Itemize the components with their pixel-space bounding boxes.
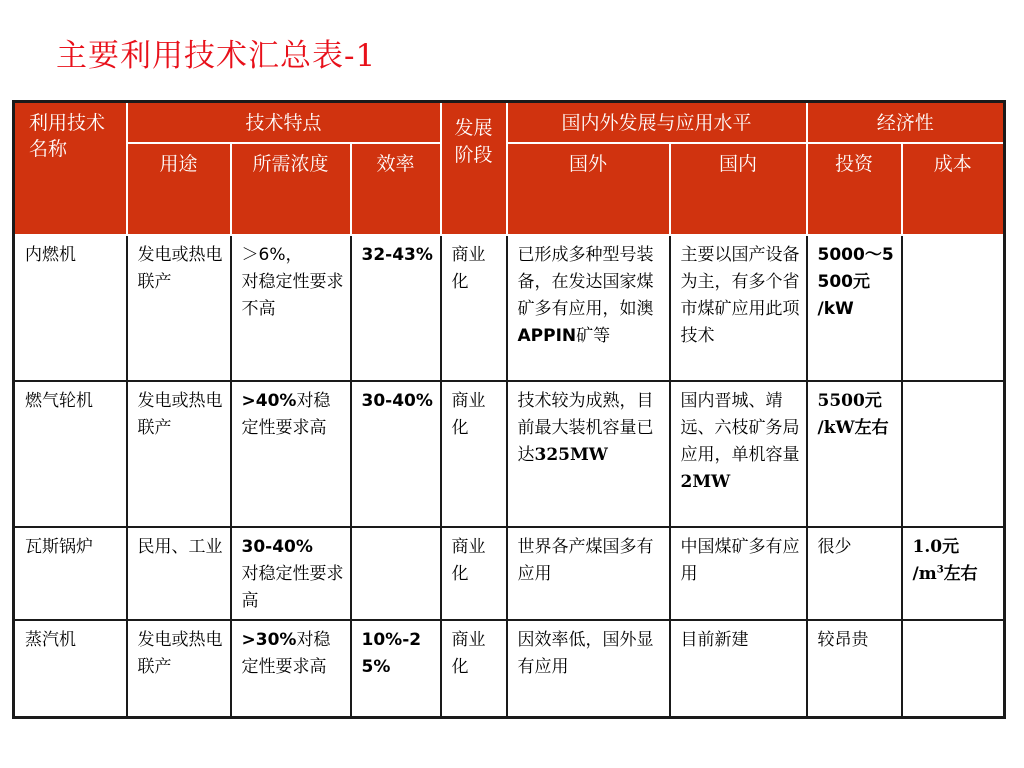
cell-usage: 发电或热电联产 — [127, 381, 231, 527]
domestic-text: 国内晋城、靖远、六枝矿务局应用，单机容量 — [680, 390, 800, 465]
header-investment: 投资 — [807, 143, 902, 235]
cell-investment: 较昂贵 — [807, 620, 902, 718]
header-concentration: 所需浓度 — [231, 143, 351, 235]
concentration-note: 对稳定性要求不高 — [241, 271, 344, 319]
page-title: 主要利用技术汇总表-1 — [56, 38, 377, 74]
cell-stage: 商业化 — [441, 235, 507, 381]
investment-range: 5500元 — [817, 390, 882, 411]
header-row-2 — [14, 143, 1005, 235]
cell-abroad — [507, 235, 670, 381]
cell-domestic: 目前新建 — [670, 620, 807, 718]
cell-efficiency — [351, 527, 441, 620]
concentration-value: >30% — [241, 629, 297, 650]
cell-name: 蒸汽机 — [14, 620, 127, 718]
header-cost: 成本 — [902, 143, 1005, 235]
investment-unit: /kW左右 — [817, 417, 889, 438]
abroad-text: 技术较为成熟，目前最大装机容量已达 — [517, 390, 654, 465]
header-domestic: 国内 — [670, 143, 807, 235]
cell-usage: 发电或热电联产 — [127, 620, 231, 718]
header-tech-features: 技术特点 — [127, 102, 441, 143]
concentration-value: 30-40% — [241, 536, 313, 557]
concentration-note: 对稳定性要求高 — [241, 629, 331, 677]
header-abroad: 国外 — [507, 143, 670, 235]
cell-domestic: 中国煤矿多有应用 — [670, 527, 807, 620]
cost-value: 1.0元 — [912, 536, 960, 557]
concentration-value: >40% — [241, 390, 297, 411]
concentration-value: ＞6%， — [241, 244, 303, 265]
tech-summary-table — [12, 100, 1006, 719]
cell-stage: 商业化 — [441, 527, 507, 620]
header-row-1 — [14, 102, 1005, 143]
cell-stage: 商业化 — [441, 381, 507, 527]
cost-unit-exponent: 3 — [936, 563, 944, 575]
cell-stage: 商业化 — [441, 620, 507, 718]
header-usage: 用途 — [127, 143, 231, 235]
abroad-text-end: 矿等 — [576, 325, 611, 346]
cell-cost — [902, 620, 1005, 718]
cell-usage: 民用、工业 — [127, 527, 231, 620]
cell-efficiency: 10%-25% — [351, 620, 441, 718]
cell-name: 内燃机 — [14, 235, 127, 381]
cell-concentration — [231, 381, 351, 527]
header-efficiency: 效率 — [351, 143, 441, 235]
header-name: 利用技术名称 — [14, 102, 127, 235]
cost-suffix: 左右 — [943, 563, 978, 584]
table-row — [14, 235, 1005, 381]
abroad-capacity: 325MW — [534, 444, 608, 465]
cell-domestic — [670, 381, 807, 527]
cell-abroad: 因效率低，国外显有应用 — [507, 620, 670, 718]
cell-cost — [902, 527, 1005, 620]
cell-abroad — [507, 381, 670, 527]
header-stage: 发展阶段 — [441, 102, 507, 235]
cost-unit: /m — [912, 563, 937, 584]
investment-unit: /kW — [817, 298, 854, 319]
cell-investment: 很少 — [807, 527, 902, 620]
cell-efficiency: 30-40% — [351, 381, 441, 527]
header-economy: 经济性 — [807, 102, 1005, 143]
cell-investment — [807, 381, 902, 527]
cell-cost — [902, 235, 1005, 381]
cell-domestic: 主要以国产设备为主，有多个省市煤矿应用此项技术 — [670, 235, 807, 381]
cell-name: 瓦斯锅炉 — [14, 527, 127, 620]
investment-range: 5000～5500元 — [817, 244, 894, 292]
cell-abroad: 世界各产煤国多有应用 — [507, 527, 670, 620]
cell-name: 燃气轮机 — [14, 381, 127, 527]
abroad-mine-name: APPIN — [517, 325, 577, 346]
header-dev-level: 国内外发展与应用水平 — [507, 102, 807, 143]
abroad-text: 已形成多种型号装备，在发达国家煤矿多有应用，如澳 — [517, 244, 654, 319]
table-row — [14, 620, 1005, 718]
cell-cost — [902, 381, 1005, 527]
cell-usage: 发电或热电联产 — [127, 235, 231, 381]
table-row — [14, 381, 1005, 527]
concentration-note: 对稳定性要求高 — [241, 563, 344, 611]
cell-concentration — [231, 235, 351, 381]
concentration-note: 对稳定性要求高 — [241, 390, 331, 438]
cell-efficiency: 32-43% — [351, 235, 441, 381]
cell-concentration — [231, 620, 351, 718]
cell-investment — [807, 235, 902, 381]
table-row — [14, 527, 1005, 620]
domestic-capacity: 2MW — [680, 471, 731, 492]
cell-concentration — [231, 527, 351, 620]
